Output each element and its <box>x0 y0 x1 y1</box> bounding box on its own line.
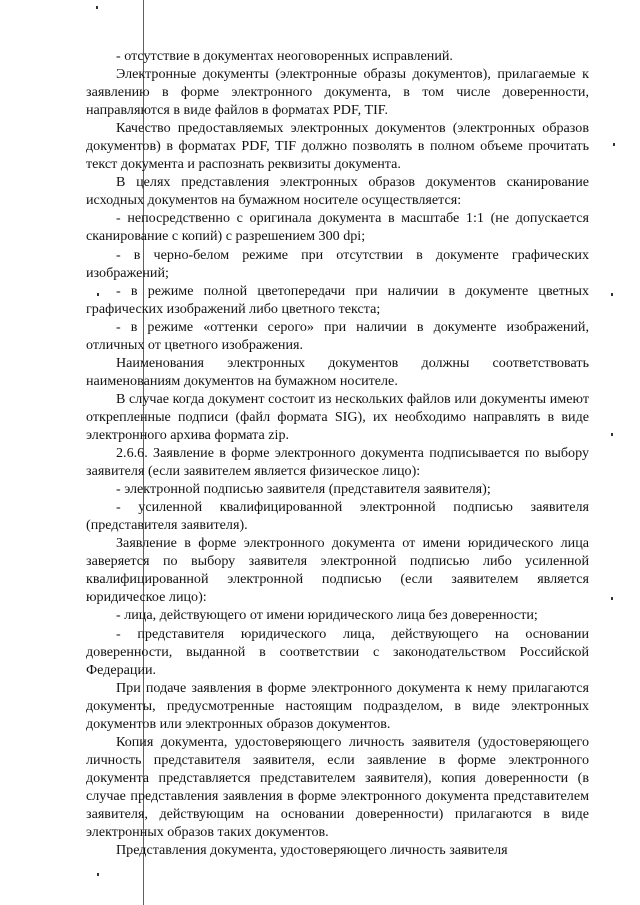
document-body <box>86 47 589 859</box>
paragraph: При подаче заявления в форме электронного документа к нему прилагаются документы, предусмотренные настоящим подразделом, в виде электронных документов или электронных образов документов. <box>86 679 589 732</box>
paragraph: В случае когда документ состоит из нескольких файлов или документы имеют открепленные подписи (файл формата SIG), их необходимо направлять в виде электронного архива формата zip. <box>86 390 589 443</box>
paragraph: - в режиме «оттенки серого» при наличии в документе изображений, отличных от цветного изображения. <box>86 318 589 353</box>
paragraph: Качество предоставляемых электронных документов (электронных образов документов) в форматах PDF, TIF должно позволять в полном объеме прочитать текст документа и распознать реквизиты документа. <box>86 120 589 173</box>
paragraph: Наименования электронных документов должны соответствовать наименованиям документов на бумажном носителе. <box>86 354 589 389</box>
paragraph: Заявление в форме электронного документа от имени юридического лица заверяется по выбору заявителя электронной подписью либо усиленной квалифицированной электронной подписью (если заявителем является юридическое лицо): <box>86 535 589 606</box>
scan-speck <box>96 6 98 9</box>
paragraph: - в режиме полной цветопередачи при наличии в документе цветных графических изображений либо цветного текста; <box>86 282 589 317</box>
paragraph: - представителя юридического лица, действующего на основании доверенности, выданной в соответствии с законодательством Российской Федерации. <box>86 625 589 678</box>
scan-speck <box>611 433 613 436</box>
paragraph: 2.6.6. Заявление в форме электронного документа подписывается по выбору заявителя (если заявителем является физическое лицо): <box>86 445 589 480</box>
paragraph: - в черно-белом режиме при отсутствии в документе графических изображений; <box>86 246 589 281</box>
scan-speck <box>97 873 99 876</box>
scan-speck <box>611 293 613 296</box>
paragraph: - непосредственно с оригинала документа в масштабе 1:1 (не допускается сканирование с копий) с разрешением 300 dpi; <box>86 210 589 245</box>
paragraph: - электронной подписью заявителя (представителя заявителя); <box>116 481 491 498</box>
scan-speck <box>613 143 615 146</box>
paragraph: - усиленной квалифицированной электронной подписью заявителя (представителя заявителя). <box>86 499 589 534</box>
paragraph: Электронные документы (электронные образы документов), прилагаемые к заявлению в форме электронного документа, в том числе доверенности, направляются в виде файлов в форматах PDF, TIF. <box>86 66 589 119</box>
paragraph: - отсутствие в документах неоговоренных исправлений. <box>116 48 453 64</box>
paragraph: В целях представления электронных образов документов сканирование исходных документов на бумажном носителе осуществляется: <box>86 174 589 209</box>
scan-speck <box>611 597 613 600</box>
paragraph: - лица, действующего от имени юридического лица без доверенности; <box>116 607 538 624</box>
paragraph: Представления документа, удостоверяющего личность заявителя <box>116 842 508 859</box>
paragraph: Копия документа, удостоверяющего личность заявителя (удостоверяющего личность представителя заявителя, если заявление в форме электронного документа представляется представителем заявителя), копия доверенности (в случае представления заявления в форме электронного документа представителем заявителя, действующим на основании доверенности) прилагаются в виде электронных образов таких документов. <box>86 733 589 841</box>
